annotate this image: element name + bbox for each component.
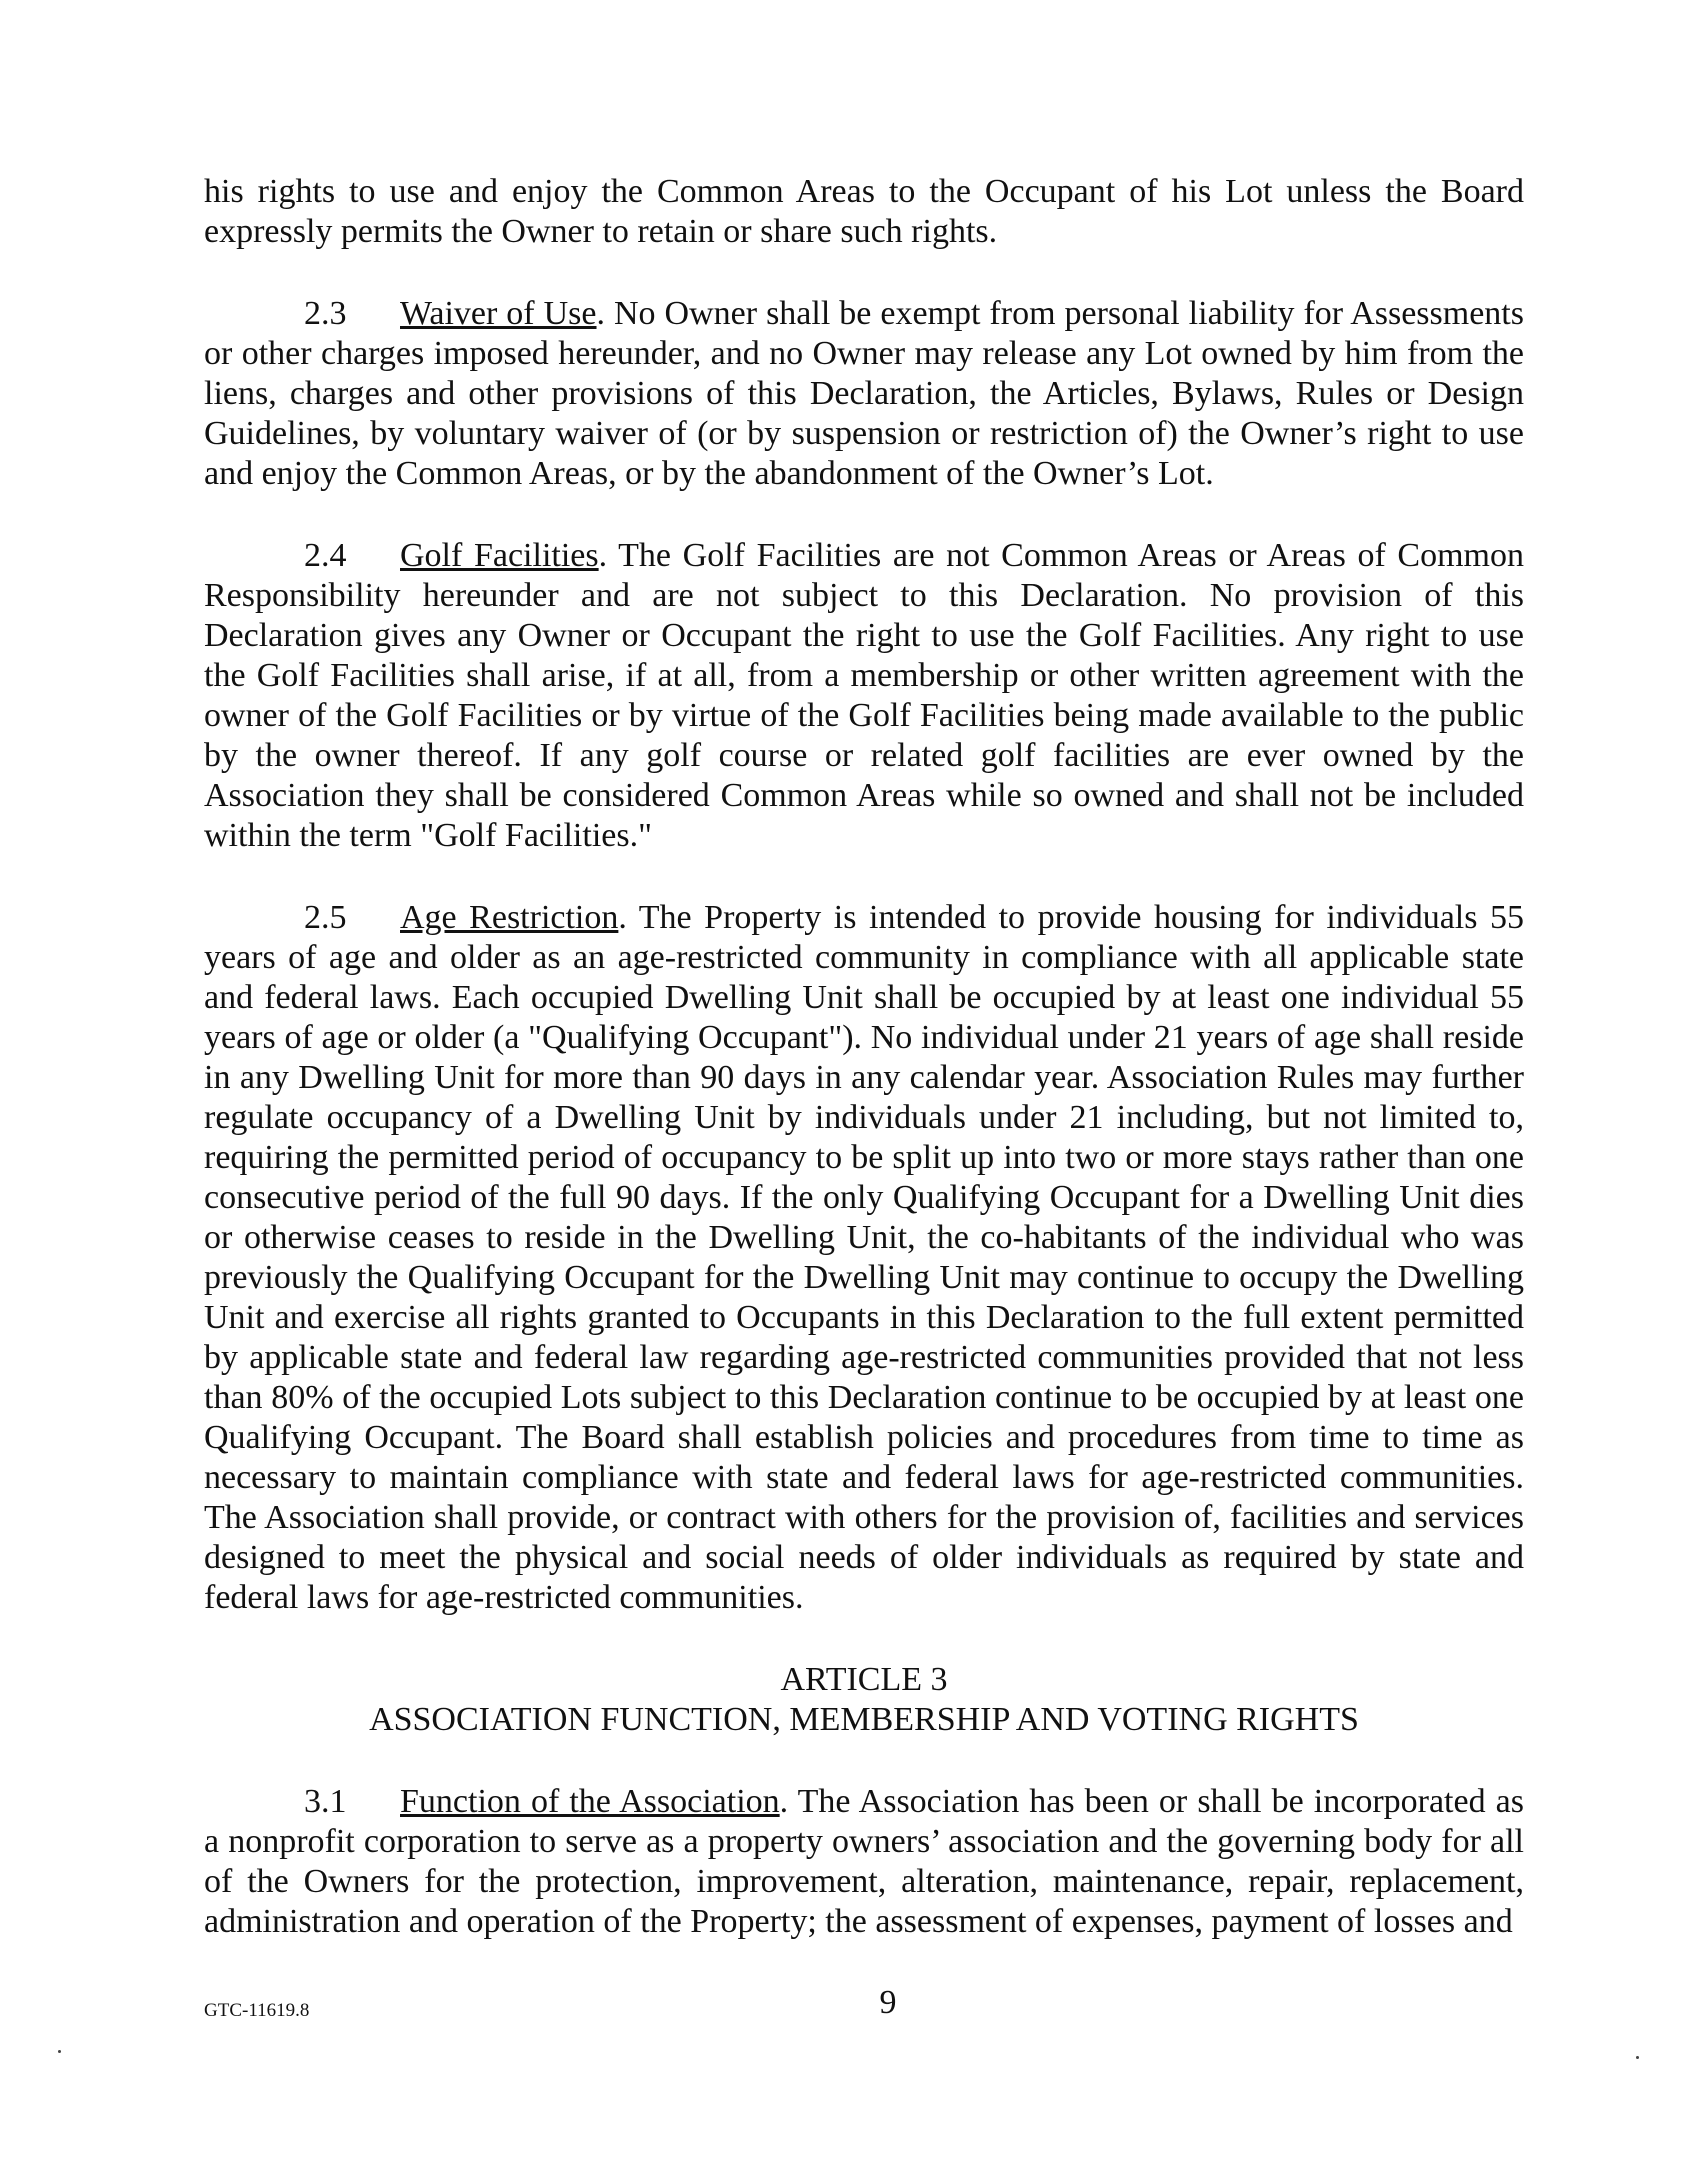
section-title: Function of the Association	[400, 1783, 780, 1820]
section-number: 3.1	[304, 1783, 347, 1820]
section-number: 2.3	[304, 295, 347, 332]
document-reference: GTC-11619.8	[204, 2000, 310, 2021]
section-text: . No Owner shall be exempt from personal liability for Assessments or other charges imposed hereunder, and no Owner may release any Lot owned by him from the liens, charges and other provisions of this Declaration, the Articles, Bylaws, Rules or Design Guidelines, by voluntary waiver of (or by suspension or restriction of) the Owner’s right to use and enjoy the Common Areas, or by the abandonment of the Owner’s Lot.	[204, 295, 1524, 492]
paragraph-continued	[204, 172, 1524, 252]
article-number: ARTICLE 3	[780, 1661, 948, 1698]
section-text: . The Golf Facilities are not Common Areas or Areas of Common Responsibility hereunder and are not subject to this Declaration. No provision of this Declaration gives any Owner or Occupant the right to use the Golf Facilities. Any right to use the Golf Facilities shall arise, if at all, from a membership or other written agreement with the owner of the Golf Facilities or by virtue of the Golf Facilities being made available to the public by the owner thereof. If any golf course or related golf facilities are ever owned by the Association they shall be considered Common Areas while so owned and shall not be included within the term "Golf Facilities."	[204, 537, 1525, 854]
article-title: ASSOCIATION FUNCTION, MEMBERSHIP AND VOTING RIGHTS	[369, 1701, 1359, 1738]
section-number: 2.4	[304, 537, 347, 574]
paragraph-text: his rights to use and enjoy the Common Areas to the Occupant of his Lot unless the Board expressly permits the Owner to retain or share such rights.	[204, 173, 1524, 250]
section-title: Waiver of Use	[400, 295, 597, 332]
section-text: . The Property is intended to provide housing for individuals 55 years of age and older as an age-restricted community in compliance with all applicable state and federal laws. Each occupied Dwelling Unit shall be occupied by at least one individual 55 years of age or older (a "Qualifying Occupant"). No individual under 21 years of age shall reside in any Dwelling Unit for more than 90 days in any calendar year. Association Rules may further regulate occupancy of a Dwelling Unit by individuals under 21 including, but not limited to, requiring the permitted period of occupancy to be split up into two or more stays rather than one consecutive period of the full 90 days. If the only Qualifying Occupant for a Dwelling Unit dies or otherwise ceases to reside in the Dwelling Unit, the co-habitants of the individual who was previously the Qualifying Occupant for the Dwelling Unit may continue to occupy the Dwelling Unit and exercise all rights granted to Occupants in this Declaration to the full extent permitted by applicable state and federal law regarding age-restricted communities provided that not less than 80% of the occupied Lots subject to this Declaration continue to be occupied by at least one Qualifying Occupant. The Board shall establish policies and procedures from time to time as necessary to maintain compliance with state and federal laws for age-restricted communities. The Association shall provide, or contract with others for the provision of, facilities and services designed to meet the physical and social needs of older individuals as required by state and federal laws for age-restricted communities.	[204, 899, 1524, 1616]
scan-speck	[1636, 2056, 1639, 2059]
section-2-5	[204, 898, 1524, 1618]
scan-speck	[58, 2050, 61, 2053]
section-3-1	[204, 1782, 1524, 1942]
section-2-3	[204, 294, 1524, 494]
article-heading	[204, 1660, 1524, 1740]
section-title: Age Restriction	[400, 899, 619, 936]
page-number: 9	[879, 1984, 897, 2021]
section-2-4	[204, 536, 1524, 856]
section-number: 2.5	[304, 899, 347, 936]
section-text: . The Association has been or shall be incorporated as a nonprofit corporation to serve as a property owners’ association and the governing body for all of the Owners for the protection, improvement, alteration, maintenance, repair, replacement, administration and operation of the Property; the assessment of expenses, payment of losses and	[204, 1783, 1524, 1940]
document-body	[204, 172, 1524, 1984]
section-title: Golf Facilities	[400, 537, 599, 574]
